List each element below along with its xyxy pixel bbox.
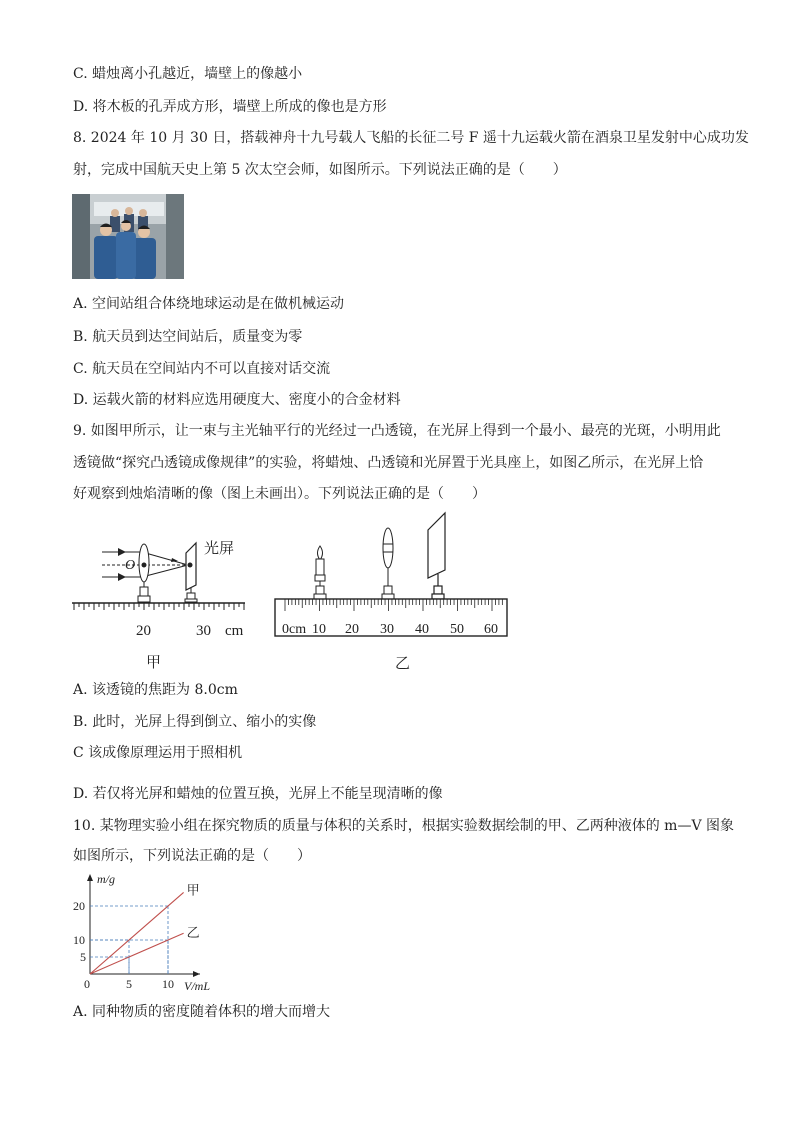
q8-stem-line-1: 8. 2024 年 10 月 30 日，搭载神舟十九号载人飞船的长征二号 F 遥十九运载火箭在酒泉卫星发射中心成功发 [73,130,749,146]
y-tick-label: 10 [73,933,85,947]
x-tick-label: 10 [162,977,174,991]
tick-30: 30 [196,623,211,639]
q9-option-c: C 该成像原理运用于照相机 [73,745,243,761]
ruler-label-60: 60 [484,622,498,637]
tick-20: 20 [136,623,151,639]
q10-stem-line-2: 如图所示，下列说法正确的是（ ） [73,848,311,864]
tick-unit: cm [225,623,244,639]
q8-option-c: C. 航天员在空间站内不可以直接对话交流 [73,361,331,377]
x-tick-label: 5 [126,977,132,991]
y-tick-label: 20 [73,899,85,913]
q9-option-a: A. 该透镜的焦距为 8.0cm [73,682,238,698]
q8-option-a: A. 空间站组合体绕地球运动是在做机械运动 [73,296,345,312]
series-line-1 [90,892,184,974]
x-tick-label: 0 [84,977,90,991]
lens-label: O [125,558,136,573]
caption-yi: 乙 [395,656,411,672]
screen [428,513,445,578]
lens [383,528,393,568]
screen-label: 光屏 [204,541,235,557]
candle-flame [318,546,323,560]
q9-option-d: D. 若仅将光屏和蜡烛的位置互换，光屏上不能呈现清晰的像 [73,786,443,802]
q9-stem-line-1: 9. 如图甲所示，让一束与主光轴平行的光经过一凸透镜，在光屏上得到一个最小、最亮的光斑，小明用此 [73,423,721,439]
q8-option-d: D. 运载火箭的材料应选用硬度大、密度小的合金材料 [73,392,401,408]
q9-stem-line-2: 透镜做“探究凸透镜成像规律”的实验，将蜡烛、凸透镜和光屏置于光具座上，如图乙所示，在光屏上恰 [73,455,704,471]
series-label-1: 甲 [186,882,200,898]
figure-yi [270,508,515,678]
caption-jia: 甲 [146,655,162,671]
q9-stem-line-3: 好观察到烛焰清晰的像（图上未画出）。下列说法正确的是（ ） [73,486,486,502]
q10-stem-line-1: 10. 某物理实验小组在探究物质的质量与体积的关系时，根据实验数据绘制的甲、乙两种液体的 m—V 图象 [73,818,734,834]
candle [316,559,324,575]
q7-option-c: C. 蜡烛离小孔越近，墙壁上的像越小 [73,66,303,82]
q8-stem-line-2: 射，完成中国航天史上第 5 次太空会师，如图所示。下列说法正确的是（ ） [73,162,567,178]
y-axis-label: m/g [97,872,115,886]
m-v-chart [70,868,230,998]
ruler-label-10: 10 [312,622,326,637]
x-axis-label: V/mL [184,979,211,993]
q8-option-b: B. 航天员到达空间站后，质量变为零 [73,329,303,345]
figure-jia [70,515,260,675]
ruler-label-0: 0cm [282,622,307,637]
series-label-2: 乙 [186,925,200,941]
q7-option-d: D. 将木板的孔弄成方形，墙壁上所成的像也是方形 [73,99,387,115]
astronaut-photo [72,194,184,279]
q9-option-b: B. 此时，光屏上得到倒立、缩小的实像 [73,714,317,730]
q10-option-a: A. 同种物质的密度随着体积的增大而增大 [73,1004,331,1020]
ruler-label-30: 30 [380,622,394,637]
ruler-label-50: 50 [450,622,464,637]
ruler-label-20: 20 [345,622,359,637]
ruler-label-40: 40 [415,622,429,637]
y-tick-label: 5 [80,950,86,964]
series-line-2 [90,933,184,974]
